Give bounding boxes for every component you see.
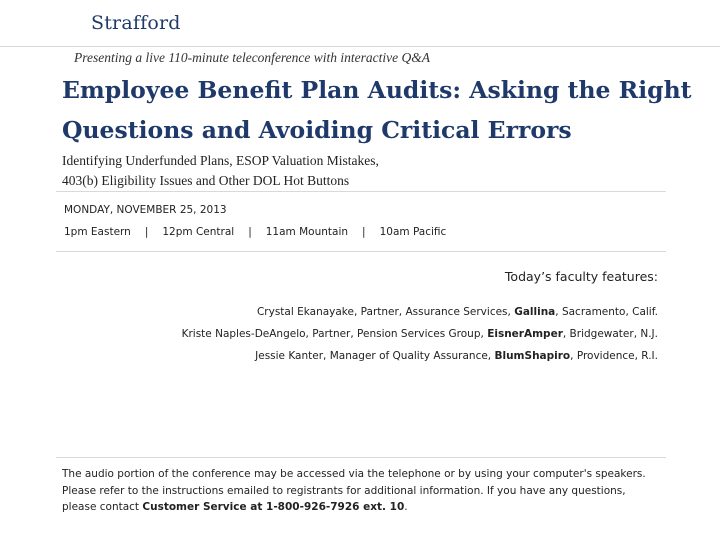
footer-line: The audio portion of the conference may be accessed via the telephone or by using your computer's speakers. xyxy=(62,468,646,480)
footer-text: . xyxy=(404,501,408,513)
divider xyxy=(56,251,666,252)
faculty-firm: EisnerAmper xyxy=(487,328,563,340)
time-central: 12pm Central xyxy=(162,226,235,238)
divider xyxy=(56,191,666,192)
time-separator: | xyxy=(144,226,149,238)
time-eastern: 1pm Eastern xyxy=(64,226,131,238)
footer-line: Please refer to the instructions emailed to registrants for additional information. If you have any questions, xyxy=(62,484,626,497)
time-separator: | xyxy=(362,226,366,238)
footer-text: please contact xyxy=(62,501,143,513)
time-separator: | xyxy=(248,226,252,238)
faculty-location: , Providence, R.I. xyxy=(570,350,658,362)
faculty-heading: Today’s faculty features: xyxy=(504,269,658,284)
faculty-member xyxy=(182,301,658,323)
time-pacific: 10am Pacific xyxy=(379,226,447,238)
time-mountain: 11am Mountain xyxy=(265,226,349,238)
faculty-location: , Bridgewater, N.J. xyxy=(562,328,658,340)
event-date: MONDAY, NOVEMBER 25, 2013 xyxy=(64,204,227,216)
page-title: Employee Benefit Plan Audits: Asking the Right Questions and Avoiding Critical Errors xyxy=(62,76,692,144)
faculty-member xyxy=(182,323,658,345)
subtitle-line: 403(b) Eligibility Issues and Other DOL Hot Buttons xyxy=(62,173,350,188)
faculty-firm: Gallina xyxy=(514,306,556,318)
strafford-logo: Strafford xyxy=(91,12,181,34)
faculty-details: Jessie Kanter, Manager of Quality Assurance, xyxy=(255,350,495,362)
divider xyxy=(56,457,666,458)
faculty-location: , Sacramento, Calif. xyxy=(555,306,658,318)
faculty-details: Kriste Naples-DeAngelo, Partner, Pension Services Group, xyxy=(181,328,488,340)
subtitle-line: Identifying Underfunded Plans, ESOP Valuation Mistakes, xyxy=(62,153,379,168)
faculty-firm: BlumShapiro xyxy=(494,350,571,362)
faculty-details: Crystal Ekanayake, Partner, Assurance Services, xyxy=(256,306,515,318)
header-divider xyxy=(0,46,720,47)
subtitle xyxy=(62,151,702,191)
faculty-list xyxy=(182,301,658,367)
footer-line xyxy=(62,499,666,516)
audio-instructions xyxy=(62,466,666,516)
event-times xyxy=(64,226,446,238)
customer-service-contact: Customer Service at 1-800-926-7926 ext. 10 xyxy=(142,501,405,513)
faculty-member xyxy=(182,345,658,367)
tagline: Presenting a live 110-minute teleconference with interactive Q&A xyxy=(74,50,431,65)
